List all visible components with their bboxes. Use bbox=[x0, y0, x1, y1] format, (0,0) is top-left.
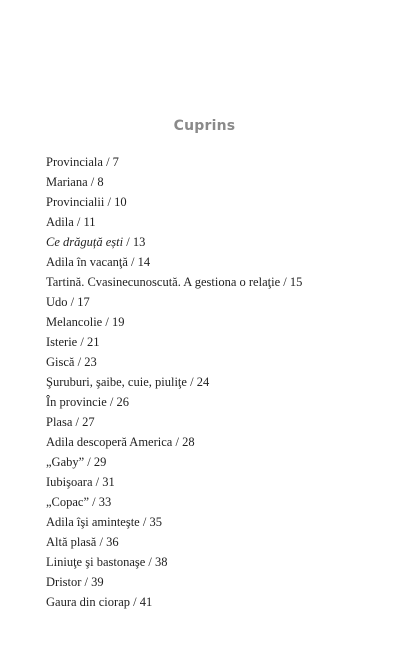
toc-entry-separator: / bbox=[139, 515, 150, 529]
toc-entry-title: Provincialii bbox=[46, 195, 105, 209]
toc-entry-page: 31 bbox=[102, 475, 115, 489]
toc-entry-separator: / bbox=[130, 595, 140, 609]
toc-entry-separator: / bbox=[104, 195, 115, 209]
toc-entry-separator: / bbox=[96, 535, 107, 549]
toc-title: Cuprins bbox=[173, 118, 236, 134]
toc-entry-title: Liniuţe şi bastonaşe bbox=[46, 555, 146, 569]
toc-entry-separator: / bbox=[92, 475, 103, 489]
toc-entry bbox=[46, 412, 302, 432]
toc-entry-separator: / bbox=[106, 395, 117, 409]
toc-entry-title: Plasa bbox=[46, 415, 73, 429]
toc-entry-page: 15 bbox=[289, 275, 303, 289]
toc-entry bbox=[46, 292, 302, 312]
toc-entry bbox=[46, 272, 302, 292]
toc-entry bbox=[46, 592, 302, 612]
toc-list bbox=[46, 152, 302, 612]
toc-entry-page: 41 bbox=[139, 595, 153, 609]
toc-entry bbox=[46, 392, 302, 412]
toc-entry-title: Udo bbox=[46, 295, 68, 309]
toc-entry-title: Adila îşi aminteşte bbox=[46, 515, 140, 529]
toc-entry-page: 7 bbox=[112, 155, 119, 169]
toc-entry bbox=[46, 332, 302, 352]
toc-entry bbox=[46, 212, 302, 232]
toc-entry bbox=[46, 432, 302, 452]
toc-entry-title: „Gaby” bbox=[46, 455, 85, 469]
toc-entry-separator: / bbox=[89, 495, 99, 509]
toc-entry-title: Iubişoara bbox=[46, 475, 93, 489]
toc-entry bbox=[46, 472, 302, 492]
toc-entry-separator: / bbox=[67, 295, 78, 309]
toc-entry bbox=[46, 492, 302, 512]
toc-entry-title: „Copac” bbox=[46, 495, 90, 509]
toc-entry-page: 21 bbox=[86, 335, 100, 349]
toc-entry-title: În provincie bbox=[46, 395, 107, 409]
toc-entry-separator: / bbox=[172, 435, 183, 449]
toc-entry-page: 29 bbox=[93, 455, 107, 469]
toc-entry-page: 35 bbox=[149, 515, 162, 529]
toc-entry-page: 28 bbox=[182, 435, 195, 449]
toc-entry bbox=[46, 192, 302, 212]
toc-entry-page: 14 bbox=[137, 255, 151, 269]
toc-entry-separator: / bbox=[72, 415, 83, 429]
toc-entry-title: Adila descoperă America bbox=[46, 435, 173, 449]
toc-entry-title: Melancolie bbox=[46, 315, 103, 329]
toc-entry-title: Gaura din ciorap bbox=[46, 595, 130, 609]
toc-entry-page: 17 bbox=[77, 295, 90, 309]
toc-entry bbox=[46, 352, 302, 372]
toc-entry-separator: / bbox=[87, 175, 98, 189]
toc-entry-page: 27 bbox=[82, 415, 95, 429]
toc-entry-title: Adila bbox=[46, 215, 74, 229]
toc-entry-page: 26 bbox=[116, 395, 129, 409]
toc-entry-page: 19 bbox=[111, 315, 125, 329]
toc-entry-separator: / bbox=[84, 455, 94, 469]
toc-entry bbox=[46, 372, 302, 392]
toc-entry bbox=[46, 552, 302, 572]
toc-entry-separator: / bbox=[73, 215, 84, 229]
toc-entry bbox=[46, 512, 302, 532]
toc-entry-title: Dristor bbox=[46, 575, 82, 589]
toc-entry-separator: / bbox=[280, 275, 290, 289]
toc-entry-separator: / bbox=[123, 235, 133, 249]
toc-entry-title: Adila în vacanţă bbox=[46, 255, 128, 269]
toc-entry-separator: / bbox=[74, 355, 85, 369]
toc-entry-separator: / bbox=[81, 575, 92, 589]
toc-entry-page: 13 bbox=[132, 235, 146, 249]
toc-entry-page: 10 bbox=[114, 195, 127, 209]
toc-entry-separator: / bbox=[102, 155, 113, 169]
toc-entry bbox=[46, 232, 302, 252]
toc-entry-separator: / bbox=[186, 375, 197, 389]
toc-entry-title: Altă plasă bbox=[46, 535, 97, 549]
toc-entry-separator: / bbox=[145, 555, 156, 569]
toc-entry bbox=[46, 172, 302, 192]
toc-entry-page: 33 bbox=[98, 495, 112, 509]
toc-entry bbox=[46, 532, 302, 552]
toc-entry bbox=[46, 572, 302, 592]
toc-entry-page: 8 bbox=[97, 175, 104, 189]
toc-entry-title: Tartină. Cvasinecunoscută. A gestiona o relaţie bbox=[46, 275, 281, 289]
toc-entry-page: 38 bbox=[155, 555, 168, 569]
toc-entry-title: Giscă bbox=[46, 355, 75, 369]
toc-entry-separator: / bbox=[102, 315, 112, 329]
toc-entry bbox=[46, 312, 302, 332]
toc-entry bbox=[46, 452, 302, 472]
toc-entry-separator: / bbox=[77, 335, 87, 349]
toc-entry-page: 11 bbox=[83, 215, 96, 229]
toc-entry-page: 39 bbox=[91, 575, 104, 589]
toc-entry-page: 36 bbox=[106, 535, 119, 549]
toc-entry-separator: / bbox=[127, 255, 138, 269]
toc-entry-title: Şuruburi, şaibe, cuie, piuliţe bbox=[46, 375, 187, 389]
toc-entry-title: Provinciala bbox=[46, 155, 103, 169]
toc-entry-title: Mariana bbox=[46, 175, 88, 189]
toc-entry bbox=[46, 152, 302, 172]
toc-entry-page: 23 bbox=[84, 355, 97, 369]
toc-entry-page: 24 bbox=[196, 375, 210, 389]
toc-entry bbox=[46, 252, 302, 272]
toc-entry-title: Isterie bbox=[46, 335, 78, 349]
toc-entry-title: Ce drăguță ești bbox=[46, 235, 124, 249]
